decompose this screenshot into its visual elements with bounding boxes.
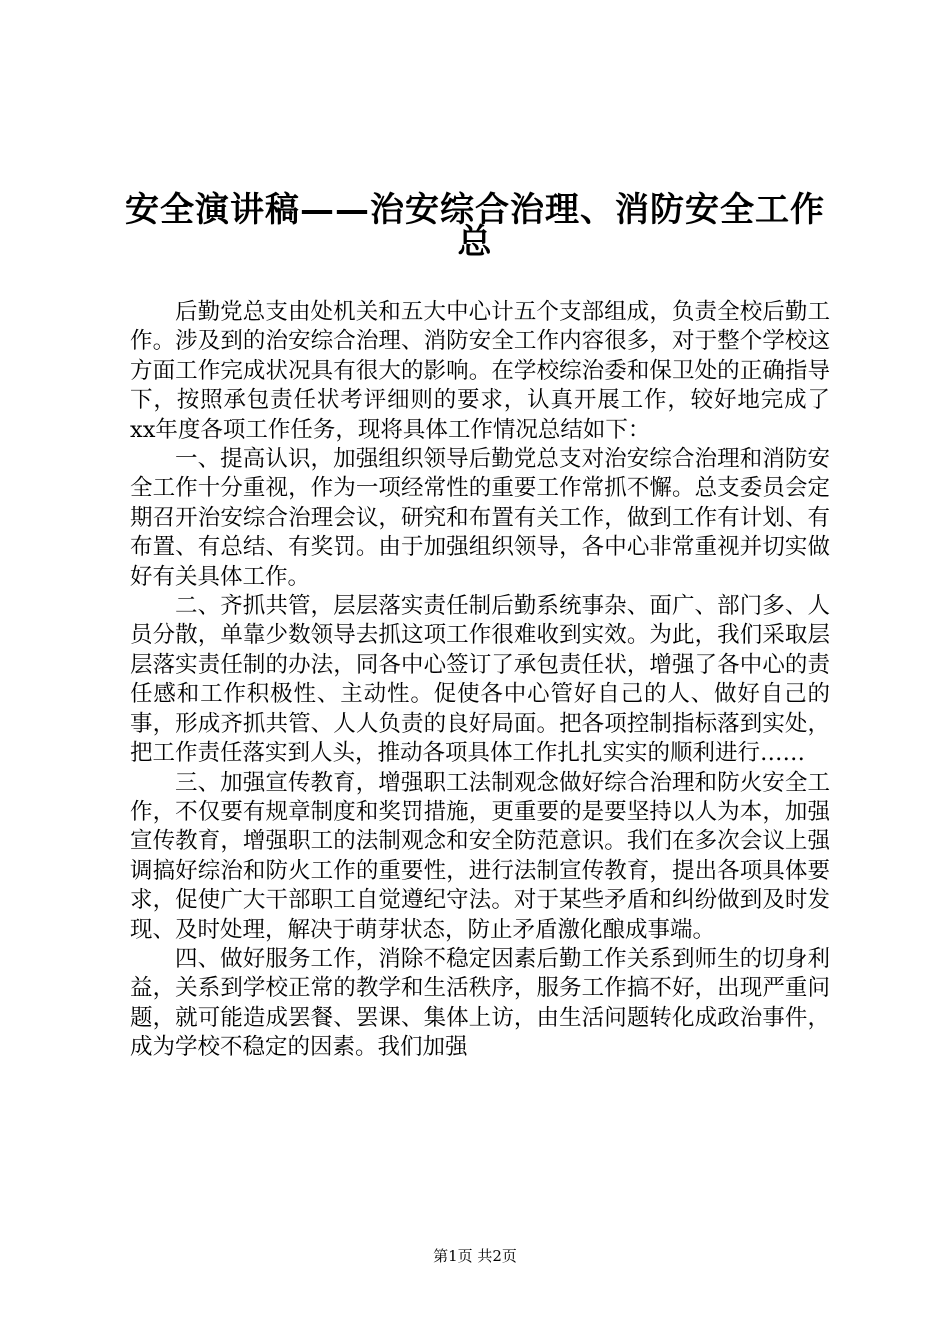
paragraph-section-3: 三、加强宣传教育，增强职工法制观念做好综合治理和防火安全工作，不仅要有规章制度和奖罚措施，更重要的是要坚持以人为本，加强宣传教育，增强职工的法制观念和安全防范意识。我们在多次会议上强调搞好综治和防火工作的重要性，进行法制宣传教育，提出各项具体要求，促使广大干部职工自觉遵纪守法。对于某些矛盾和纠纷做到及时发现、及时处理，解决于萌芽状态，防止矛盾激化酿成事端。 [130, 769, 830, 943]
document-body [130, 298, 830, 1063]
paragraph-section-1: 一、提高认识，加强组织领导后勤党总支对治安综合治理和消防安全工作十分重视，作为一项经常性的重要工作常抓不懈。总支委员会定期召开治安综合治理会议，研究和布置有关工作，做到工作有计划、有布置、有总结、有奖罚。由于加强组织领导，各中心非常重视并切实做好有关具体工作。 [130, 446, 830, 590]
paragraph-intro: 后勤党总支由处机关和五大中心计五个支部组成，负责全校后勤工作。涉及到的治安综合治理、消防安全工作内容很多，对于整个学校这方面工作完成状况具有很大的影响。在学校综治委和保卫处的正确指导下，按照承包责任状考评细则的要求，认真开展工作，较好地完成了xx年度各项工作任务，现将具体工作情况总结如下： [130, 299, 830, 443]
document-title-line-1: 安全演讲稿——治安综合治理、消防安全工作 [125, 190, 825, 230]
page-number-footer: 第1页 共2页 [433, 1247, 517, 1265]
paragraph-section-4: 四、做好服务工作，消除不稳定因素后勤工作关系到师生的切身利益，关系到学校正常的教学和生活秩序，服务工作搞不好，出现严重问题，就可能造成罢餐、罢课、集体上访，由生活问题转化成政治事件，成为学校不稳定的因素。我们加强 [130, 945, 830, 1061]
document-title-line-2: 总 [457, 222, 493, 262]
paragraph-section-2: 二、齐抓共管，层层落实责任制后勤系统事杂、面广、部门多、人员分散，单靠少数领导去抓这项工作很难收到实效。为此，我们采取层层落实责任制的办法，同各中心签订了承包责任状，增强了各中心的责任感和工作积极性、主动性。促使各中心管好自己的人、做好自己的事，形成齐抓共管、人人负责的良好局面。把各项控制指标落到实处，把工作责任落实到人头，推动各项具体工作扎扎实实的顺利进行…… [130, 593, 830, 767]
